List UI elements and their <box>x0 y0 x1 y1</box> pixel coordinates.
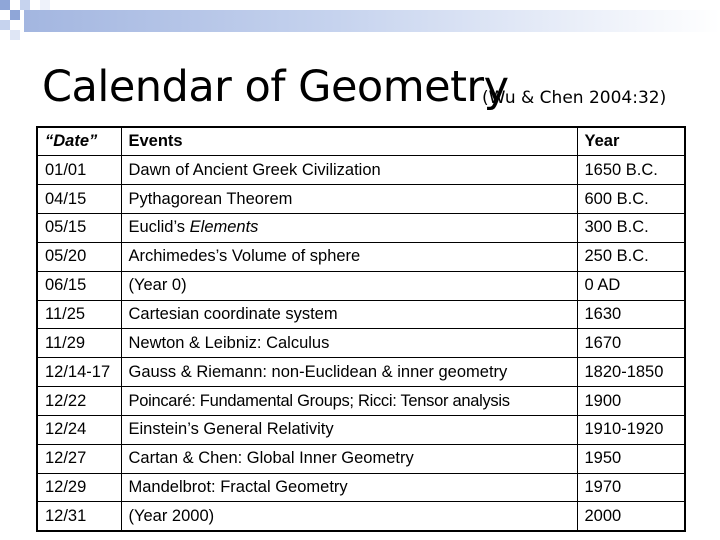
cell-event: (Year 2000) <box>121 502 577 531</box>
cell-event: Mandelbrot: Fractal Geometry <box>121 473 577 502</box>
cell-event: Newton & Leibniz: Calculus <box>121 329 577 358</box>
cell-date: 11/29 <box>37 329 121 358</box>
deco-square <box>40 0 50 10</box>
table-row <box>37 444 685 473</box>
header-events: Events <box>121 127 577 156</box>
header-year: Year <box>577 127 685 156</box>
table-row <box>37 271 685 300</box>
cell-date: 01/01 <box>37 156 121 185</box>
table-row <box>37 214 685 243</box>
header-date: “Date” <box>37 127 121 156</box>
cell-date: 04/15 <box>37 185 121 214</box>
deco-square <box>10 10 20 20</box>
event-text: Euclid’s <box>128 218 190 237</box>
cell-year: 1650 B.C. <box>577 156 685 185</box>
cell-year: 1630 <box>577 300 685 329</box>
table-row <box>37 242 685 271</box>
cell-date: 12/29 <box>37 473 121 502</box>
cell-year: 0 AD <box>577 271 685 300</box>
cell-date: 05/20 <box>37 242 121 271</box>
cell-date: 12/22 <box>37 387 121 416</box>
cell-event <box>121 214 577 243</box>
deco-square <box>0 20 10 30</box>
table-row <box>37 185 685 214</box>
cell-event: Einstein’s General Relativity <box>121 415 577 444</box>
table-row <box>37 387 685 416</box>
cell-event: (Year 0) <box>121 271 577 300</box>
cell-date: 12/14-17 <box>37 358 121 387</box>
table-row <box>37 415 685 444</box>
header-gradient-bar <box>24 10 720 32</box>
cell-event: Pythagorean Theorem <box>121 185 577 214</box>
cell-year: 600 B.C. <box>577 185 685 214</box>
event-italic-text: Elements <box>189 218 259 237</box>
cell-date: 12/31 <box>37 502 121 531</box>
cell-event: Cartesian coordinate system <box>121 300 577 329</box>
cell-date: 05/15 <box>37 214 121 243</box>
table-row <box>37 502 685 531</box>
table-row <box>37 300 685 329</box>
cell-year: 2000 <box>577 502 685 531</box>
table-row <box>37 156 685 185</box>
deco-square <box>10 30 20 40</box>
cell-event: Poincaré: Fundamental Groups; Ricci: Tensor analysis <box>121 387 577 416</box>
cell-year: 1950 <box>577 444 685 473</box>
cell-event: Cartan & Chen: Global Inner Geometry <box>121 444 577 473</box>
cell-year: 1670 <box>577 329 685 358</box>
table-header-row <box>37 127 685 156</box>
cell-date: 12/24 <box>37 415 121 444</box>
cell-year: 250 B.C. <box>577 242 685 271</box>
table-row <box>37 329 685 358</box>
citation: (Wu & Chen 2004:32) <box>482 88 667 108</box>
cell-event: Archimedes’s Volume of sphere <box>121 242 577 271</box>
table-row <box>37 473 685 502</box>
cell-year: 1910-1920 <box>577 415 685 444</box>
deco-square <box>20 0 30 10</box>
table-row <box>37 358 685 387</box>
cell-year: 1970 <box>577 473 685 502</box>
geometry-calendar-table <box>36 126 686 532</box>
deco-square <box>0 0 10 10</box>
cell-year: 1820-1850 <box>577 358 685 387</box>
cell-event: Gauss & Riemann: non-Euclidean & inner geometry <box>121 358 577 387</box>
cell-year: 1900 <box>577 387 685 416</box>
page-title: Calendar of Geometry <box>42 62 509 112</box>
cell-year: 300 B.C. <box>577 214 685 243</box>
cell-event: Dawn of Ancient Greek Civilization <box>121 156 577 185</box>
cell-date: 12/27 <box>37 444 121 473</box>
cell-date: 06/15 <box>37 271 121 300</box>
cell-date: 11/25 <box>37 300 121 329</box>
